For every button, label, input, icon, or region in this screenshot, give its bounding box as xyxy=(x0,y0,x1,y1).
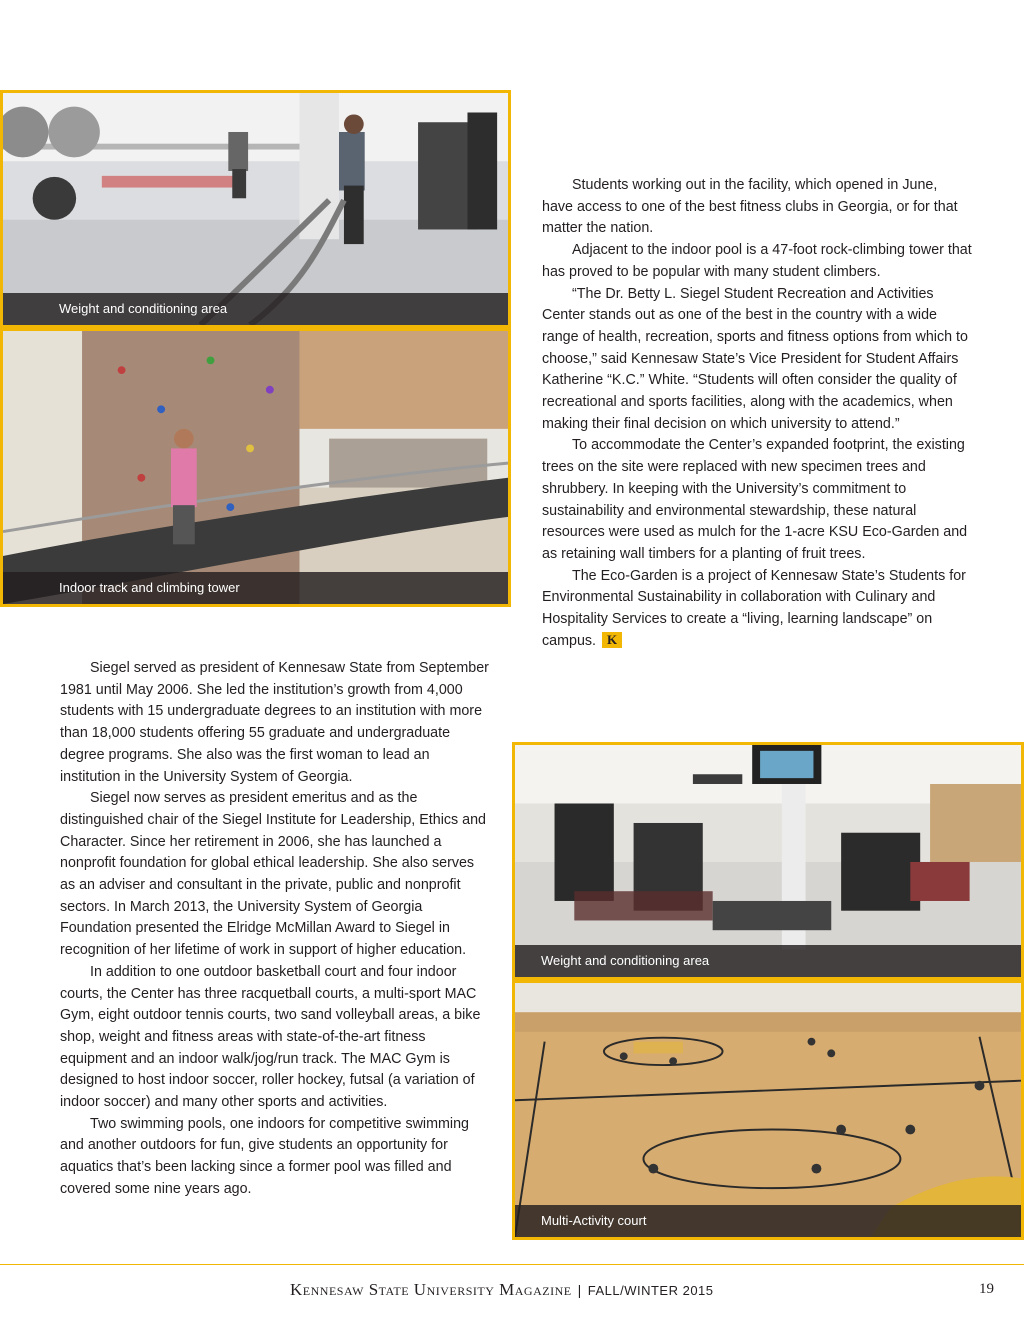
climbing-tower-image xyxy=(3,331,508,604)
photo-multi-activity-court xyxy=(512,980,1024,1240)
footer-separator: | xyxy=(577,1282,582,1298)
weight-room-image xyxy=(3,93,508,325)
left-column-text xyxy=(60,658,490,1201)
paragraph: To accommodate the Center’s expanded footprint, the existing trees on the site were replaced with new specimen trees and shrubbery. In keeping with the University’s commitment to sustainability and environmental stewardship, these natural resources were used as mulch for the 1-acre KSU Eco-Garden and as retaining wall timbers for a planting of fruit trees. xyxy=(542,437,968,562)
basketball-court-image xyxy=(515,983,1021,1237)
weight-room-wide-image xyxy=(515,745,1021,977)
photo-weight-room-top xyxy=(0,90,511,328)
photo-caption: Weight and conditioning area xyxy=(3,293,508,325)
footer-issue: FALL/WINTER 2015 xyxy=(587,1283,714,1298)
paragraph: Siegel now serves as president emeritus and as the distinguished chair of the Siegel Institute for Leadership, Ethics and Character. Since her retirement in 2006, she has launched a nonprofit foundation for global ethical leadership. She also serves as an adviser and consultant in the private, public and nonprofit sectors. In March 2013, the University System of Georgia Foundation presented the Elridge McMillan Award to Siegel in recognition of her lifetime of work in support of higher education. xyxy=(60,790,486,959)
paragraph: Siegel served as president of Kennesaw State from September 1981 until May 2006. She led the institution’s growth from 4,000 students with 15 undergraduate degrees to an institution with more than 18,000 students offering 55 graduate and undergraduate degree programs. She also was the first woman to lead an institution in the University System of Georgia. xyxy=(60,660,489,785)
paragraph-text: The Eco-Garden is a project of Kennesaw State’s Students for Environmental Sustainability in collaboration with Culinary and Hospitality Services to create a “living, learning landscape” on campus. xyxy=(542,567,966,649)
footer-magazine-title xyxy=(290,1280,714,1300)
photo-climbing-tower xyxy=(0,328,511,607)
page-number: 19 xyxy=(979,1281,994,1297)
end-mark-logo: K xyxy=(602,632,622,648)
paragraph: “The Dr. Betty L. Siegel Student Recreation and Activities Center stands out as one of the best in the country with a wide range of health, recreation, sports and fitness options from which to choose,” said Kennesaw State’s Vice President for Student Affairs Katherine “K.C.” White. “Students will often consider the quality of recreational and sports facilities, along with the academics, when making their final decision on which university to attend.” xyxy=(542,285,968,432)
paragraph: Two swimming pools, one indoors for competitive swimming and another outdoors for fun, give students an opportunity for aquatics that’s been lacking since a former pool was filled and covered some nine years ago. xyxy=(60,1115,470,1197)
right-column-text xyxy=(542,175,972,652)
paragraph xyxy=(542,566,972,653)
photo-caption: Weight and conditioning area xyxy=(515,945,1021,977)
footer-rule xyxy=(0,1264,1024,1265)
magazine-name: Kennesaw State University Magazine xyxy=(290,1280,572,1299)
paragraph: In addition to one outdoor basketball court and four indoor courts, the Center has three racquetball courts, a multi-sport MAC Gym, eight outdoor tennis courts, two sand volleyball areas, a bike shop, weight and fitness areas with state-of-the-art fitness equipment and an indoor walk/jog/run track. The MAC Gym is designed to host indoor soccer, roller hockey, futsal (a variation of indoor soccer) and many other sports and activities. xyxy=(60,963,481,1111)
photo-caption: Multi-Activity court xyxy=(515,1205,1021,1237)
photo-weight-room-right xyxy=(512,742,1024,980)
paragraph: Adjacent to the indoor pool is a 47-foot rock-climbing tower that has proved to be popular with many student climbers. xyxy=(542,242,972,280)
photo-caption: Indoor track and climbing tower xyxy=(3,572,508,604)
paragraph: Students working out in the facility, which opened in June, have access to one of the best fitness clubs in Georgia, or for that matter the nation. xyxy=(542,177,958,237)
